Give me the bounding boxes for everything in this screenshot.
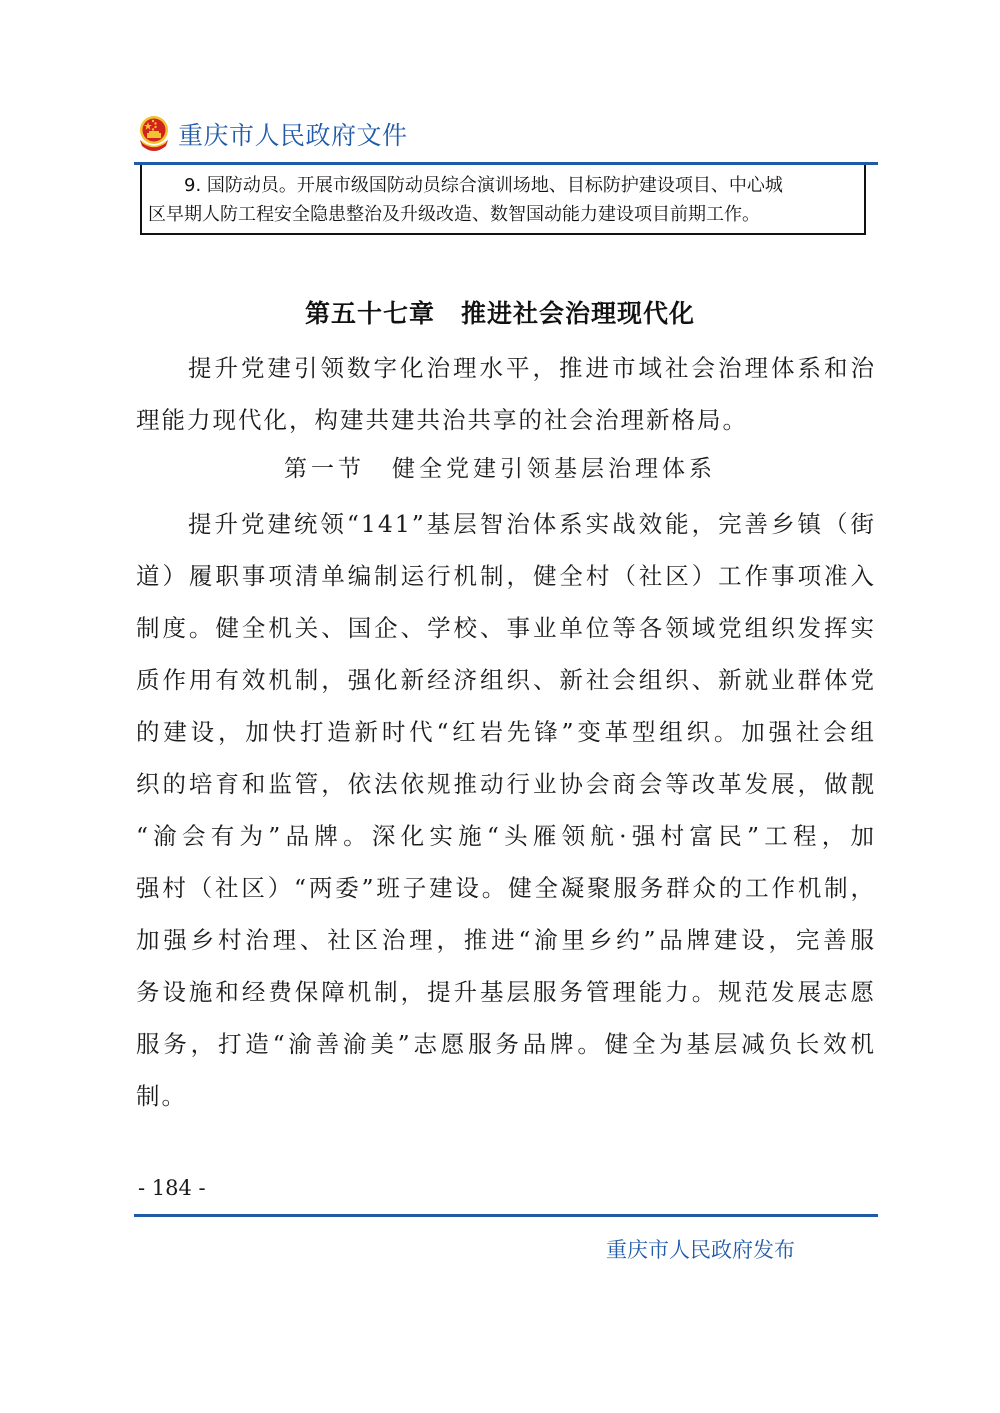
paragraph-line: 制度。健全机关、国企、学校、事业单位等各领域党组织发挥实 [136, 614, 876, 642]
header-title: 重庆市人民政府文件 [178, 121, 408, 150]
paragraph-line: 提升党建统领“141”基层智治体系实战效能，完善乡镇（街 [188, 510, 876, 538]
paragraph-line: 理能力现代化，构建共建共治共享的社会治理新格局。 [136, 406, 748, 434]
publisher-label: 重庆市人民政府发布 [606, 1238, 795, 1262]
paragraph-line: 服务，打造“渝善渝美”志愿服务品牌。健全为基层减负长效机 [136, 1030, 876, 1058]
paragraph-line: 务设施和经费保障机制，提升基层服务管理能力。规范发展志愿 [136, 978, 876, 1006]
paragraph-line: 的建设，加快打造新时代“红岩先锋”变革型组织。加强社会组 [136, 718, 876, 746]
boxed-item-line: 区早期人防工程安全隐患整治及升级改造、数智国动能力建设项目前期工作。 [148, 204, 760, 225]
footer-divider [134, 1214, 878, 1217]
paragraph-line: 道）履职事项清单编制运行机制，健全村（社区）工作事项准入 [136, 562, 876, 590]
document-header [136, 112, 408, 156]
chapter-intro [136, 342, 876, 446]
page-number: - 184 - [138, 1176, 206, 1200]
paragraph-line: 提升党建引领数字化治理水平，推进市域社会治理体系和治 [188, 354, 876, 382]
boxed-item [140, 165, 866, 235]
paragraph-line: 织的培育和监管，依法依规推动行业协会商会等改革发展，做靓 [136, 770, 876, 798]
paragraph-line: 制。 [136, 1082, 187, 1110]
section-title: 第一节 健全党建引领基层治理体系 [284, 456, 716, 482]
paragraph-line: 加强乡村治理、社区治理，推进“渝里乡约”品牌建设，完善服 [136, 926, 876, 954]
paragraph-line: 质作用有效机制，强化新经济组织、新社会组织、新就业群体党 [136, 666, 876, 694]
paragraph-line: “渝会有为”品牌。深化实施“头雁领航·强村富民”工程，加 [136, 822, 876, 850]
paragraph-line: 强村（社区）“两委”班子建设。健全凝聚服务群众的工作机制， [136, 874, 876, 902]
chapter-title: 第五十七章 推进社会治理现代化 [304, 299, 695, 328]
section-body [136, 498, 876, 1122]
national-emblem-icon [136, 114, 172, 154]
boxed-item-line: 9. 国防动员。开展市级国防动员综合演训场地、目标防护建设项目、中心城 [184, 175, 783, 196]
